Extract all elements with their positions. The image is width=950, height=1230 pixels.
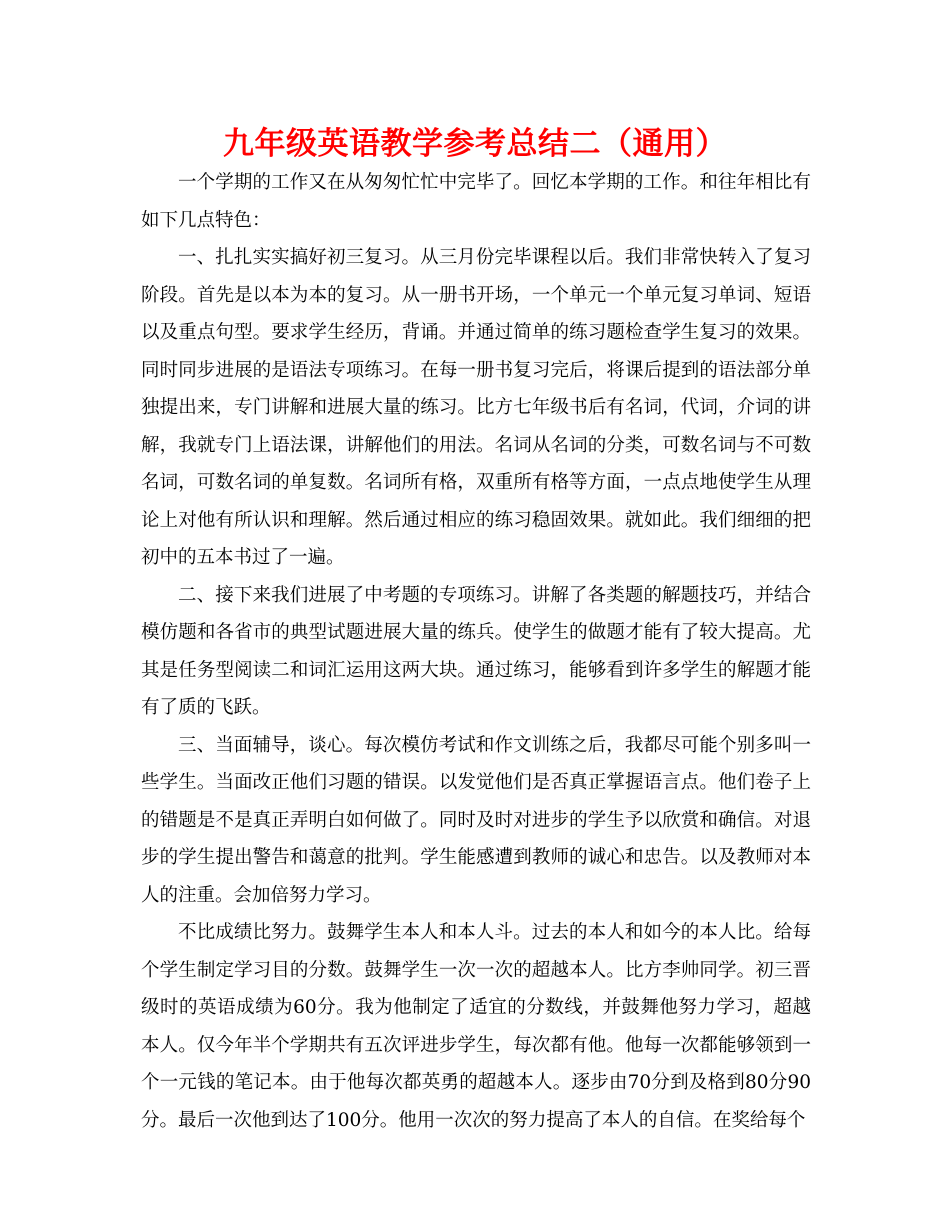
paragraph-intro: 一个学期的工作又在从匆匆忙忙中完毕了。回忆本学期的工作。和往年相比有如下几点特色： — [141, 172, 811, 231]
paragraph-tutoring: 三、当面辅导，谈心。每次模仿考试和作文训练之后，我都尽可能个别多叫一些学生。当面改正他们习题的错误。以发觉他们是否真正掌握语言点。他们卷子上的错题是不是真正弄明白如何做了。同时及时对进步的学生予以欣赏和确信。对退步的学生提出警告和蔼意的批判。学生能感遭到教师的诚心和忠告。以及教师对本人的注重。会加倍努力学习。 — [141, 734, 811, 906]
paragraph-review: 一、扎扎实实搞好初三复习。从三月份完毕课程以后。我们非常快转入了复习阶段。首先是以本为本的复习。从一册书开场，一个单元一个单元复习单词、短语以及重点句型。要求学生经历，背诵。并通过简单的练习题检查学生复习的效果。同时同步进展的是语法专项练习。在每一册书复习完后，将课后提到的语法部分单独提出来，专门讲解和进展大量的练习。比方七年级书后有名词，代词，介词的讲解，我就专门上语法课，讲解他们的用法。名词从名词的分类，可数名词与不可数名词，可数名词的单复数。名词所有格，双重所有格等方面，一点点地使学生从理论上对他有所认识和理解。然后通过相应的练习稳固效果。就如此。我们细细的把初中的五本书过了一遍。 — [141, 247, 811, 568]
paragraph-exam-practice: 二、接下来我们进展了中考题的专项练习。讲解了各类题的解题技巧，并结合模仿题和各省市的典型试题进展大量的练兵。使学生的做题才能有了较大提高。尤其是任务型阅读二和词汇运用这两大块。通过练习，能够看到许多学生的解题才能有了质的飞跃。 — [141, 584, 811, 718]
paragraph-effort: 不比成绩比努力。鼓舞学生本人和本人斗。过去的本人和如今的本人比。给每个学生制定学习目的分数。鼓舞学生一次一次的超越本人。比方李帅同学。初三晋级时的英语成绩为60分。我为他制定了适宜的分数线，并鼓舞他努力学习，超越本人。仅今年半个学期共有五次评进步学生，每次都有他。他每一次都能够领到一个一元钱的笔记本。由于他每次都英勇的超越本人。逐步由70分到及格到80分90分。最后一次他到达了100分。他用一次次的努力提高了本人的自信。在奖给每个 — [141, 922, 811, 1131]
document-body — [141, 164, 811, 1139]
document-title: 九年级英语教学参考总结二（通用） — [223, 126, 727, 162]
